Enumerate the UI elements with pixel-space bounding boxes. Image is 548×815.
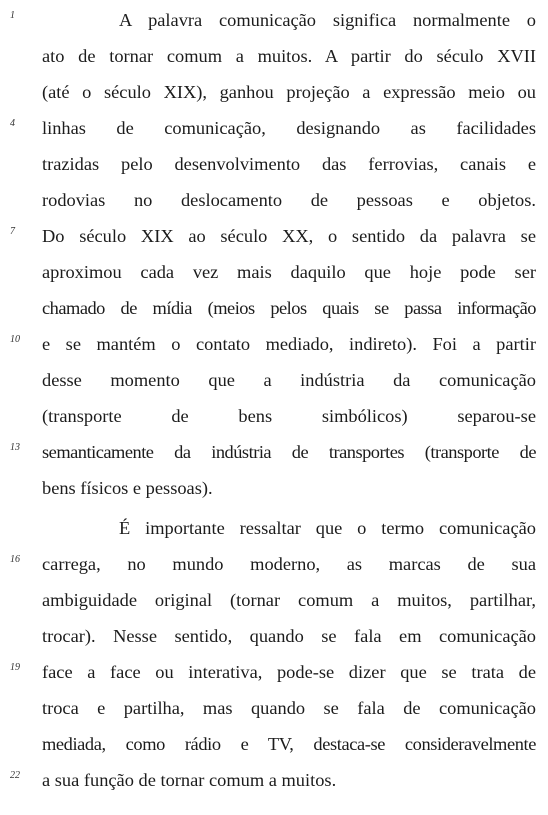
- line-text: chamado de mídia (meios pelos quais se passa informação: [42, 298, 536, 318]
- text-line: [0, 44, 548, 76]
- text-line: [0, 768, 548, 800]
- line-text: ato de tornar comum a muitos. A partir do século XVII: [42, 46, 536, 66]
- italic-text: linhas de comunicação: [42, 118, 262, 138]
- text-line: [0, 516, 548, 548]
- text-line: [0, 332, 548, 364]
- line-number: 19: [10, 662, 20, 673]
- text-line: [0, 368, 548, 400]
- line-text: carrega, no mundo moderno, as marcas de sua: [42, 554, 536, 574]
- line-text: a sua função de tornar comum a muitos.: [42, 770, 337, 790]
- line-number: 16: [10, 554, 20, 565]
- text-line: [0, 660, 548, 692]
- line-text: linhas de comunicação, designando as facilidades: [42, 118, 536, 138]
- text-line: [0, 260, 548, 292]
- text-line: [0, 732, 548, 764]
- line-text: e se mantém o contato mediado, indireto). Foi a partir: [42, 334, 536, 354]
- line-text: semanticamente da indústria de transportes (transporte de: [42, 442, 536, 462]
- text-line: [0, 552, 548, 584]
- line-text: troca e partilha, mas quando se fala de comunicação: [42, 698, 536, 718]
- line-number: 13: [10, 442, 20, 453]
- line-number: 22: [10, 770, 20, 781]
- text-line: [0, 624, 548, 656]
- paragraph-2-first-line: É importante ressaltar que o termo comunicação: [119, 518, 536, 538]
- line-text: bens físicos e pessoas).: [42, 478, 213, 498]
- text-line: [0, 476, 548, 508]
- line-text: Do século XIX ao século XX, o sentido da palavra se: [42, 226, 536, 246]
- paragraph-1-first-line: A palavra comunicação significa normalmente o: [119, 10, 536, 30]
- line-text: ambiguidade original (tornar comum a muitos, partilhar,: [42, 590, 536, 610]
- text-line: [0, 440, 548, 472]
- text-line: [0, 224, 548, 256]
- line-text: rodovias no deslocamento de pessoas e objetos.: [42, 190, 536, 210]
- line-text: mediada, como rádio e TV, destaca-se consideravelmente: [42, 734, 536, 754]
- line-text: desse momento que a indústria da comunicação: [42, 370, 536, 390]
- text-line: [0, 588, 548, 620]
- italic-text: meio ou: [468, 82, 536, 102]
- line-number: 1: [10, 10, 15, 21]
- text-line: [0, 116, 548, 148]
- text-line: [0, 696, 548, 728]
- line-text: face a face ou interativa, pode-se dizer que se trata de: [42, 662, 536, 682]
- line-number: 7: [10, 226, 15, 237]
- line-text: aproximou cada vez mais daquilo que hoje pode ser: [42, 262, 536, 282]
- text-line: [0, 80, 548, 112]
- line-text: (transporte de bens simbólicos) separou-se: [42, 406, 536, 426]
- text-line: [0, 404, 548, 436]
- line-text: trocar). Nesse sentido, quando se fala em comunicação: [42, 626, 536, 646]
- text-line: [0, 296, 548, 328]
- text-line: [0, 152, 548, 184]
- line-number: 10: [10, 334, 20, 345]
- line-text: trazidas pelo desenvolvimento das ferrovias, canais e: [42, 154, 536, 174]
- text-line: [0, 8, 548, 40]
- line-number: 4: [10, 118, 15, 129]
- text-line: [0, 188, 548, 220]
- line-text: (até o século XIX), ganhou projeção a expressão meio ou: [42, 82, 536, 102]
